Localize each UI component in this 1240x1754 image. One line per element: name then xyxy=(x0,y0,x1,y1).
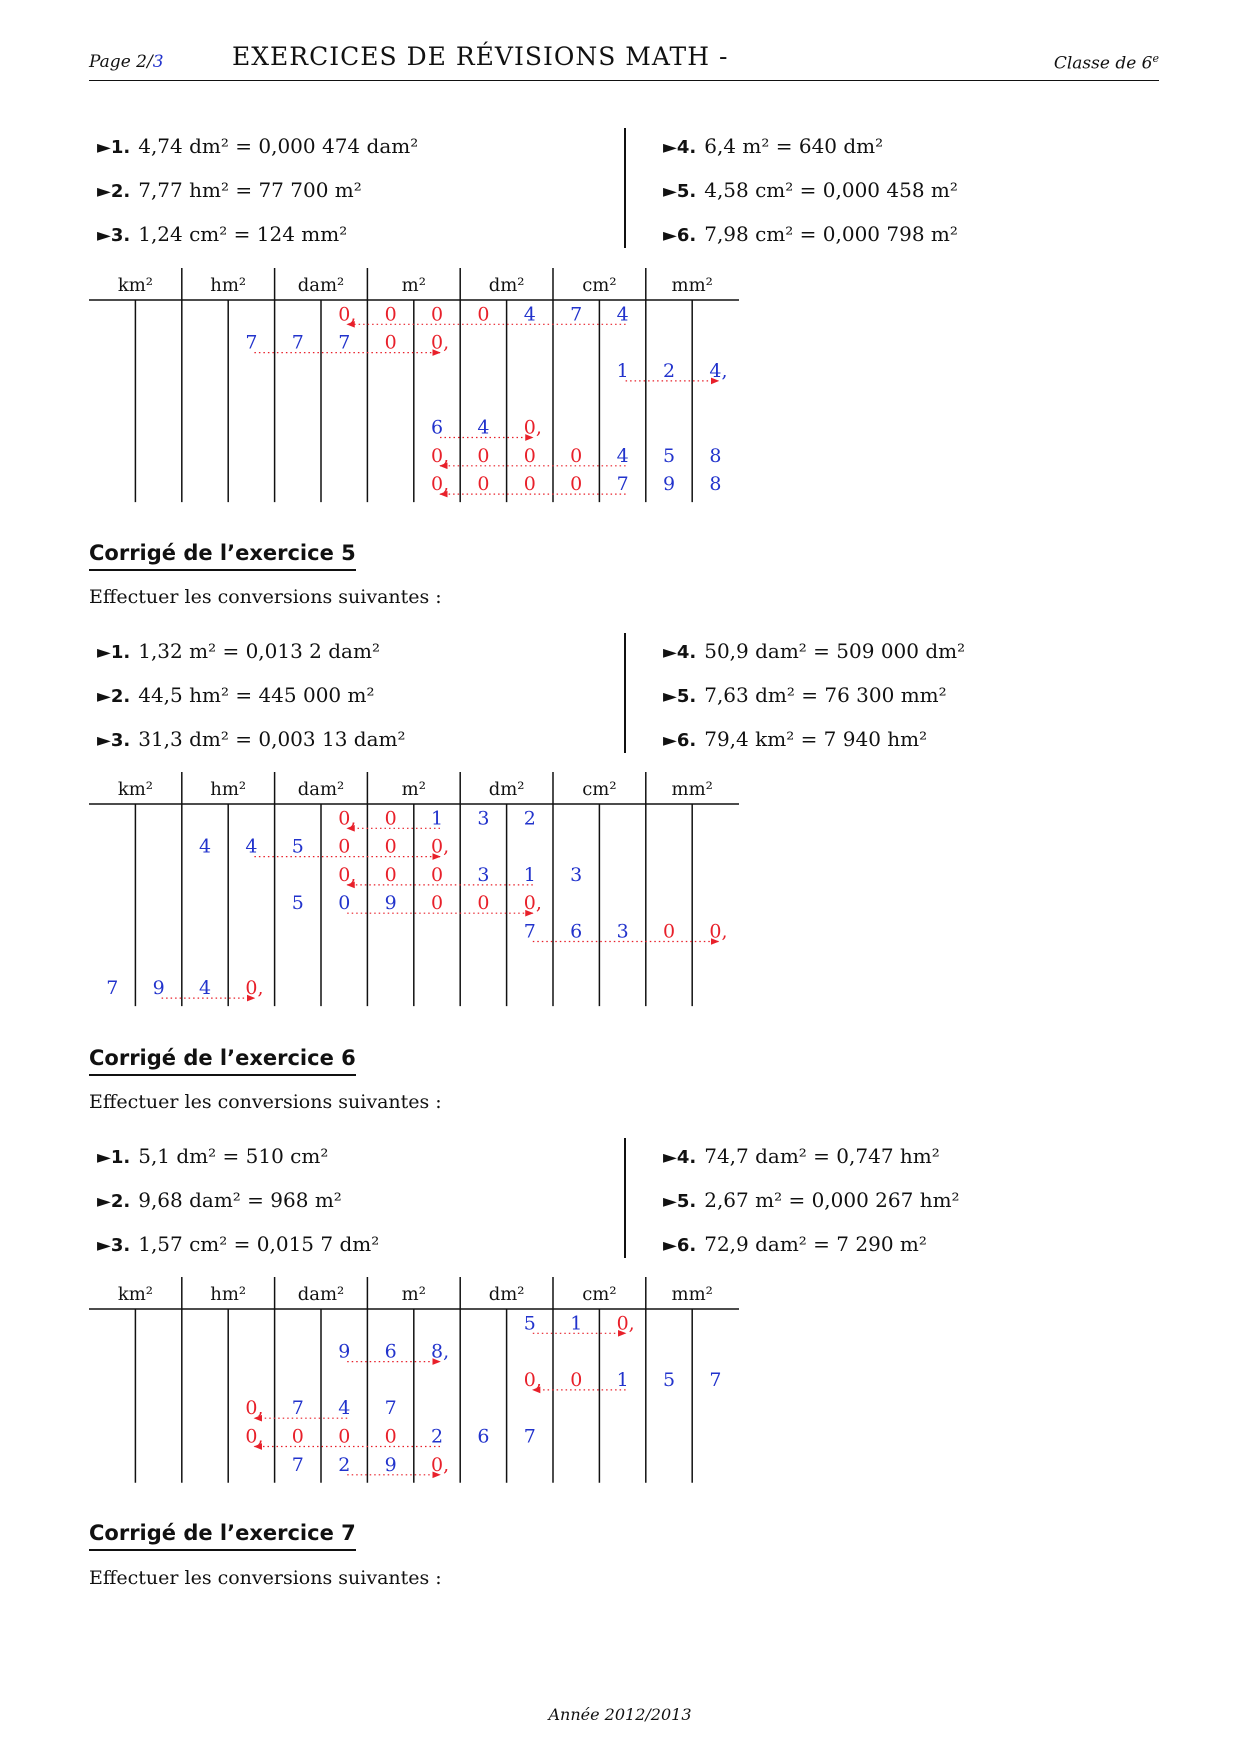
item-number: ►4. xyxy=(663,642,697,663)
table-digit: 2 xyxy=(338,1453,351,1476)
table-digit: 0, xyxy=(616,1312,635,1335)
instruction-text: Effectuer les conversions suivantes : xyxy=(89,1567,442,1589)
table-digit: 1 xyxy=(616,359,629,382)
table-digit: 4 xyxy=(245,835,258,858)
table-digit: 0, xyxy=(523,416,542,439)
item-number: ►4. xyxy=(663,1147,697,1168)
table-digit: 2 xyxy=(523,807,536,830)
table-digit: 3 xyxy=(477,863,490,886)
conversion-list xyxy=(89,1136,1159,1262)
unit-header: m² xyxy=(401,778,426,800)
column-divider xyxy=(624,128,626,248)
table-digit: 4 xyxy=(477,416,490,439)
unit-header: m² xyxy=(401,1283,426,1305)
table-digit: 8 xyxy=(709,444,722,467)
table-digit: 8 xyxy=(709,473,722,496)
table-digit: 7 xyxy=(523,1425,536,1448)
page-header xyxy=(89,38,1159,81)
unit-conversion-table xyxy=(89,1277,739,1483)
table-digit: 0 xyxy=(477,473,490,496)
item-number: ►1. xyxy=(97,137,131,158)
unit-conversion-table xyxy=(89,772,739,1006)
item-number: ►5. xyxy=(663,1191,697,1212)
table-digit: 4 xyxy=(199,835,212,858)
table-digit: 0, xyxy=(338,807,357,830)
table-digit: 0, xyxy=(430,444,450,467)
conversion-item xyxy=(663,1232,927,1256)
table-digit: 0, xyxy=(523,1368,542,1391)
conversion-expression: 1,32 m² = 0,013 2 dam² xyxy=(138,639,380,663)
table-digit: 0, xyxy=(430,835,450,858)
table-digit: 0 xyxy=(570,473,583,496)
table-digit: 9 xyxy=(152,977,165,1000)
table-digit: 0 xyxy=(477,303,490,326)
unit-table-svg xyxy=(89,772,739,1006)
page-total: 3 xyxy=(152,52,164,72)
conversion-expression: 44,5 hm² = 445 000 m² xyxy=(138,683,375,707)
conversion-list xyxy=(89,631,1159,757)
table-digit: 0 xyxy=(430,303,444,326)
table-digit: 0 xyxy=(384,807,397,830)
conversion-item xyxy=(97,727,406,751)
page-number: Page 2/3 xyxy=(89,52,164,72)
table-digit: 9 xyxy=(338,1340,351,1363)
section-title-exercise-5: Corrigé de l’exercice 5 xyxy=(89,541,356,571)
table-digit: 2 xyxy=(430,1425,444,1448)
unit-header: mm² xyxy=(671,274,713,296)
table-digit: 6 xyxy=(384,1340,397,1363)
table-digit: 6 xyxy=(430,416,444,439)
table-digit: 7 xyxy=(570,303,583,326)
unit-header: dam² xyxy=(297,274,345,296)
table-digit: 5 xyxy=(662,1368,676,1391)
table-digit: 8, xyxy=(430,1340,450,1363)
table-digit: 0 xyxy=(570,1368,583,1391)
conversion-expression: 7,63 dm² = 76 300 mm² xyxy=(704,683,947,707)
conversion-item xyxy=(97,639,380,663)
unit-header: dm² xyxy=(488,274,525,296)
column-divider xyxy=(624,1138,626,1258)
item-number: ►3. xyxy=(97,730,131,751)
table-digit: 7 xyxy=(245,331,258,354)
instruction-text: Effectuer les conversions suivantes : xyxy=(89,1091,442,1113)
item-number: ►4. xyxy=(663,137,697,158)
table-digit: 0, xyxy=(523,892,542,915)
table-digit: 4, xyxy=(709,359,728,382)
unit-header: hm² xyxy=(210,274,247,296)
table-digit: 9 xyxy=(384,892,397,915)
conversion-expression: 50,9 dam² = 509 000 dm² xyxy=(704,639,966,663)
conversion-item xyxy=(97,222,347,246)
conversion-expression: 5,1 dm² = 510 cm² xyxy=(138,1144,329,1168)
conversion-item xyxy=(663,683,947,707)
table-digit: 4 xyxy=(616,444,629,467)
item-number: ►2. xyxy=(97,181,131,202)
table-digit: 0, xyxy=(709,920,728,943)
table-digit: 7 xyxy=(338,331,351,354)
unit-table-svg xyxy=(89,268,739,502)
conversion-list xyxy=(89,126,1159,252)
table-digit: 6 xyxy=(477,1425,490,1448)
conversion-item xyxy=(663,222,958,246)
conversion-item xyxy=(663,134,883,158)
table-digit: 0 xyxy=(477,892,490,915)
document-title: EXERCICES DE RÉVISIONS MATH - xyxy=(232,42,729,71)
conversion-item xyxy=(97,178,362,202)
table-digit: 7 xyxy=(291,1397,304,1420)
table-digit: 3 xyxy=(477,807,490,830)
table-digit: 0, xyxy=(245,977,264,1000)
conversion-expression: 74,7 dam² = 0,747 hm² xyxy=(704,1144,940,1168)
table-digit: 7 xyxy=(106,977,119,1000)
unit-header: km² xyxy=(117,778,153,800)
unit-conversion-table xyxy=(89,268,739,502)
table-digit: 1 xyxy=(570,1312,583,1335)
table-digit: 1 xyxy=(430,807,444,830)
table-digit: 0 xyxy=(523,444,536,467)
table-digit: 0 xyxy=(523,473,536,496)
table-digit: 0, xyxy=(430,331,450,354)
unit-header: dam² xyxy=(297,778,345,800)
unit-header: mm² xyxy=(671,1283,713,1305)
table-digit: 9 xyxy=(662,473,676,496)
unit-header: km² xyxy=(117,274,153,296)
table-digit: 0 xyxy=(338,1425,351,1448)
table-digit: 5 xyxy=(523,1312,536,1335)
class-label: Classe de 6e xyxy=(1053,52,1159,74)
table-digit: 6 xyxy=(570,920,583,943)
conversion-item xyxy=(97,1188,342,1212)
table-digit: 0 xyxy=(291,1425,304,1448)
conversion-expression: 7,98 cm² = 0,000 798 m² xyxy=(704,222,958,246)
table-digit: 0 xyxy=(384,863,397,886)
conversion-expression: 4,74 dm² = 0,000 474 dam² xyxy=(138,134,419,158)
unit-header: dam² xyxy=(297,1283,345,1305)
table-digit: 0, xyxy=(338,303,357,326)
table-digit: 4 xyxy=(523,303,536,326)
item-number: ►5. xyxy=(663,686,697,707)
table-digit: 9 xyxy=(384,1453,397,1476)
table-digit: 1 xyxy=(523,863,536,886)
table-digit: 5 xyxy=(291,892,304,915)
table-digit: 7 xyxy=(709,1368,722,1391)
conversion-expression: 31,3 dm² = 0,003 13 dam² xyxy=(138,727,406,751)
column-divider xyxy=(624,633,626,753)
conversion-item xyxy=(97,1232,379,1256)
table-digit: 0 xyxy=(662,920,676,943)
table-digit: 0, xyxy=(430,1453,450,1476)
conversion-item xyxy=(97,134,418,158)
conversion-expression: 4,58 cm² = 0,000 458 m² xyxy=(704,178,958,202)
table-digit: 4 xyxy=(338,1397,351,1420)
table-digit: 7 xyxy=(384,1397,397,1420)
conversion-item xyxy=(97,683,375,707)
item-number: ►1. xyxy=(97,642,131,663)
section-title-exercise-6: Corrigé de l’exercice 6 xyxy=(89,1046,356,1076)
conversion-expression: 1,57 cm² = 0,015 7 dm² xyxy=(138,1232,380,1256)
conversion-expression: 7,77 hm² = 77 700 m² xyxy=(138,178,362,202)
unit-header: cm² xyxy=(582,274,617,296)
unit-header: dm² xyxy=(488,778,525,800)
conversion-item xyxy=(97,1144,328,1168)
conversion-item xyxy=(663,639,965,663)
table-digit: 0, xyxy=(245,1397,264,1420)
unit-header: hm² xyxy=(210,1283,247,1305)
table-digit: 7 xyxy=(291,1453,304,1476)
conversion-item xyxy=(663,1188,960,1212)
unit-header: dm² xyxy=(488,1283,525,1305)
table-digit: 0 xyxy=(338,835,351,858)
item-number: ►3. xyxy=(97,1235,131,1256)
conversion-expression: 9,68 dam² = 968 m² xyxy=(138,1188,342,1212)
conversion-item xyxy=(663,178,958,202)
conversion-expression: 2,67 m² = 0,000 267 hm² xyxy=(704,1188,960,1212)
table-digit: 0 xyxy=(477,444,490,467)
table-digit: 1 xyxy=(616,1368,629,1391)
unit-table-svg xyxy=(89,1277,739,1483)
conversion-expression: 1,24 cm² = 124 mm² xyxy=(138,222,348,246)
table-digit: 4 xyxy=(199,977,212,1000)
item-number: ►2. xyxy=(97,686,131,707)
table-digit: 3 xyxy=(616,920,629,943)
item-number: ►6. xyxy=(663,1235,697,1256)
table-digit: 0 xyxy=(384,303,397,326)
item-number: ►6. xyxy=(663,730,697,751)
item-number: ►3. xyxy=(97,225,131,246)
conversion-expression: 6,4 m² = 640 dm² xyxy=(704,134,884,158)
table-digit: 0 xyxy=(430,892,444,915)
table-digit: 0, xyxy=(245,1425,264,1448)
page-footer: Année 2012/2013 xyxy=(548,1705,692,1724)
table-digit: 5 xyxy=(291,835,304,858)
unit-header: hm² xyxy=(210,778,247,800)
conversion-item xyxy=(663,1144,940,1168)
table-digit: 0 xyxy=(570,444,583,467)
table-digit: 7 xyxy=(616,473,629,496)
table-digit: 5 xyxy=(662,444,676,467)
unit-header: m² xyxy=(401,274,426,296)
table-digit: 7 xyxy=(523,920,536,943)
table-digit: 0, xyxy=(430,473,450,496)
unit-header: km² xyxy=(117,1283,153,1305)
item-number: ►1. xyxy=(97,1147,131,1168)
item-number: ►5. xyxy=(663,181,697,202)
table-digit: 0 xyxy=(338,892,351,915)
unit-header: cm² xyxy=(582,1283,617,1305)
item-number: ►6. xyxy=(663,225,697,246)
unit-header: cm² xyxy=(582,778,617,800)
table-digit: 7 xyxy=(291,331,304,354)
table-digit: 2 xyxy=(662,359,676,382)
table-digit: 0, xyxy=(338,863,357,886)
table-digit: 0 xyxy=(384,331,397,354)
table-digit: 4 xyxy=(616,303,629,326)
table-digit: 0 xyxy=(384,1425,397,1448)
section-title-exercise-7: Corrigé de l’exercice 7 xyxy=(89,1521,356,1551)
table-digit: 0 xyxy=(430,863,444,886)
unit-header: mm² xyxy=(671,778,713,800)
item-number: ►2. xyxy=(97,1191,131,1212)
conversion-expression: 79,4 km² = 7 940 hm² xyxy=(704,727,928,751)
table-digit: 0 xyxy=(384,835,397,858)
instruction-text: Effectuer les conversions suivantes : xyxy=(89,586,442,608)
table-digit: 3 xyxy=(570,863,583,886)
conversion-expression: 72,9 dam² = 7 290 m² xyxy=(704,1232,927,1256)
conversion-item xyxy=(663,727,927,751)
